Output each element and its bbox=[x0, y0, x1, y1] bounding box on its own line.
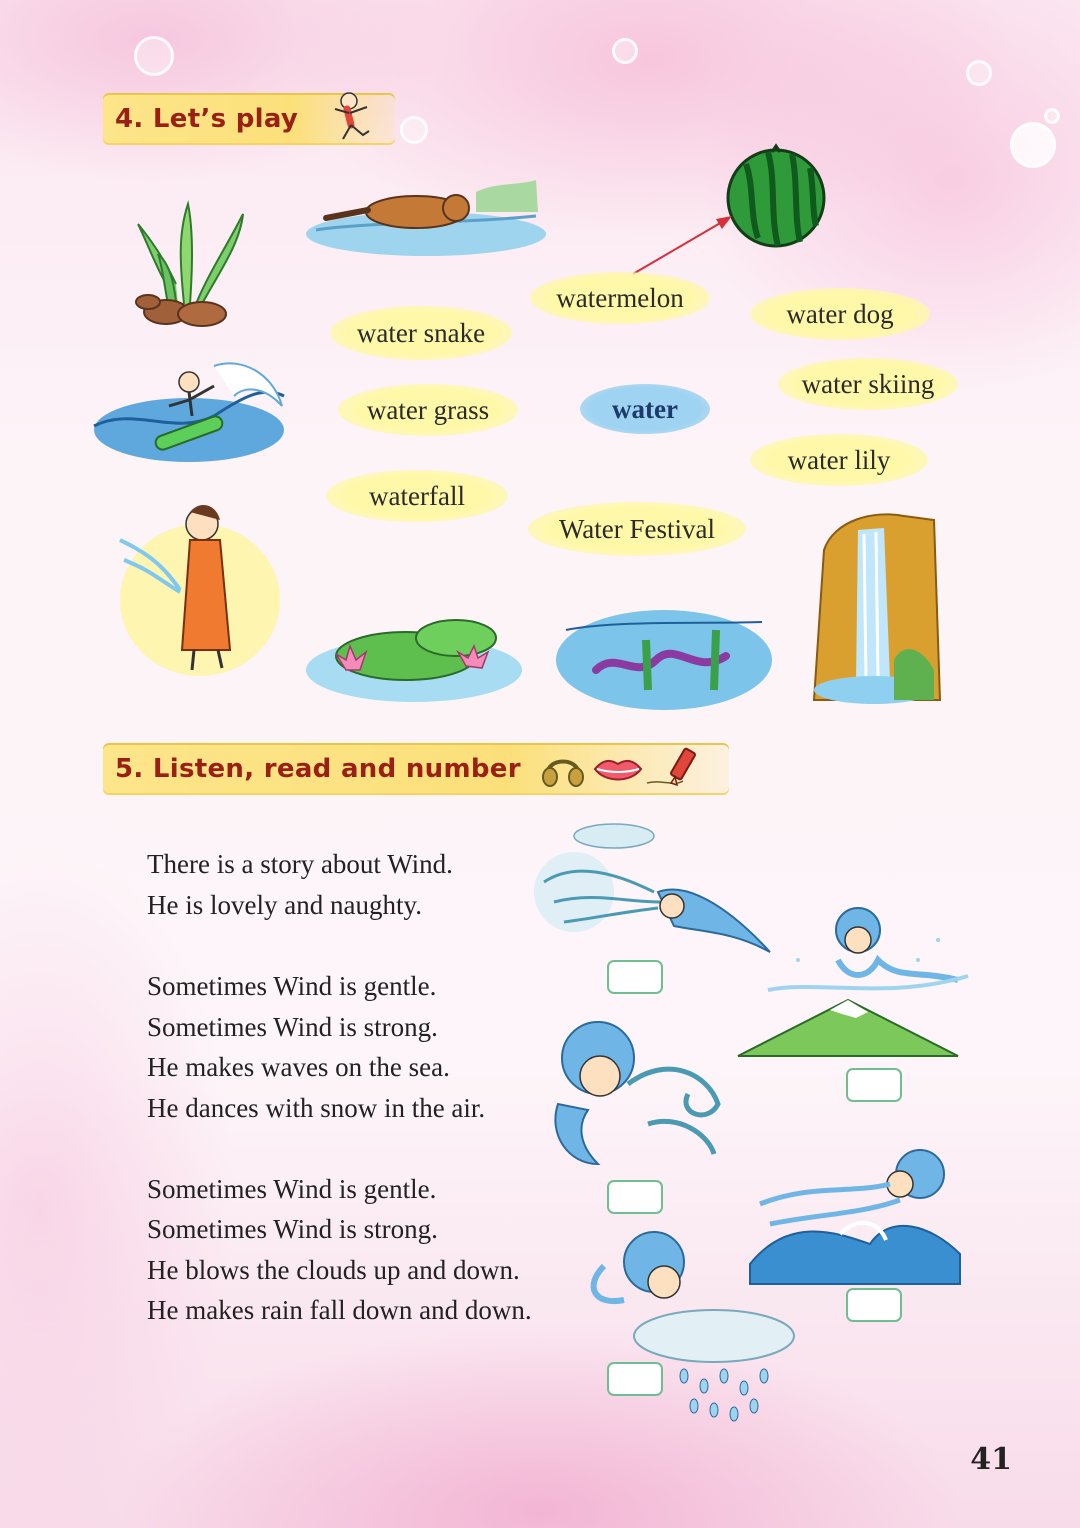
lips-icon bbox=[593, 755, 643, 785]
word-water-snake: water snake bbox=[330, 306, 512, 360]
word-water-grass: water grass bbox=[338, 384, 518, 436]
section-5-title: 5. Listen, read and number bbox=[115, 754, 521, 784]
number-box-blowing[interactable] bbox=[607, 960, 663, 994]
water-lily-picture bbox=[306, 590, 522, 710]
number-box-snow[interactable] bbox=[846, 1068, 902, 1102]
word-water-center: water bbox=[580, 384, 710, 434]
word-water-festival: Water Festival bbox=[528, 502, 746, 556]
poem-line: He dances with snow in the air. bbox=[147, 1093, 486, 1123]
water-skiing-picture bbox=[94, 356, 284, 466]
word-water-skiing: water skiing bbox=[778, 358, 958, 410]
word-watermelon: watermelon bbox=[530, 272, 710, 324]
poem-line: He is lovely and naughty. bbox=[147, 890, 422, 920]
poem-line: There is a story about Wind. bbox=[147, 849, 453, 879]
wind-snow-mountain-picture bbox=[738, 900, 978, 1060]
number-box-rain[interactable] bbox=[607, 1362, 663, 1396]
poem-line: He makes waves on the sea. bbox=[147, 1052, 450, 1082]
poem-line: Sometimes Wind is strong. bbox=[147, 1214, 438, 1244]
poem-line: He blows the clouds up and down. bbox=[147, 1255, 520, 1285]
word-water-lily: water lily bbox=[750, 434, 928, 486]
water-festival-picture bbox=[100, 500, 280, 680]
wind-rain-cloud-picture bbox=[584, 1226, 804, 1426]
section-4-title: 4. Let’s play bbox=[115, 104, 299, 134]
poem-line: Sometimes Wind is gentle. bbox=[147, 1174, 437, 1204]
poem-line: Sometimes Wind is gentle. bbox=[147, 971, 437, 1001]
pencil-icon bbox=[643, 743, 713, 791]
poem-line: He makes rain fall down and down. bbox=[147, 1295, 532, 1325]
matching-arrow bbox=[0, 0, 1080, 300]
waterfall-picture bbox=[804, 510, 944, 706]
number-box-dancing[interactable] bbox=[607, 1180, 663, 1214]
headphones-icon bbox=[541, 749, 585, 789]
wind-dancing-picture bbox=[538, 1014, 738, 1174]
page-number: 41 bbox=[970, 1442, 1012, 1477]
word-water-dog: water dog bbox=[750, 288, 930, 340]
word-waterfall: waterfall bbox=[326, 470, 508, 522]
number-box-waves[interactable] bbox=[846, 1288, 902, 1322]
poem-line: Sometimes Wind is strong. bbox=[147, 1012, 438, 1042]
water-snake-picture bbox=[556, 600, 772, 710]
section-5-header bbox=[103, 743, 729, 795]
